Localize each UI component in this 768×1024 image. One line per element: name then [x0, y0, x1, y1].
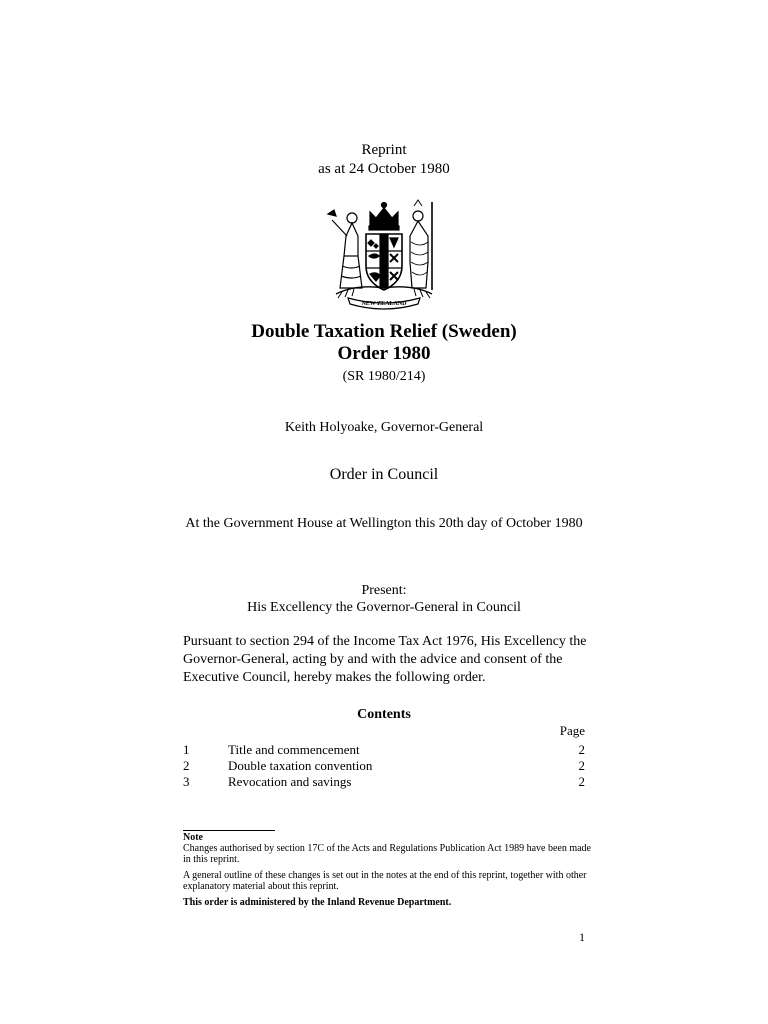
note-block	[183, 832, 593, 913]
administering-department: This order is administered by the Inland Revenue Department.	[183, 897, 452, 908]
toc-entry[interactable]	[183, 742, 585, 758]
present-label: Present:	[361, 583, 407, 598]
contents-heading: Contents	[357, 707, 411, 722]
toc-page: 2	[578, 758, 585, 773]
toc-title: Title and commencement	[228, 742, 360, 757]
toc-title: Revocation and savings	[228, 774, 352, 789]
page-number: 1	[579, 930, 585, 944]
order-in-council-heading: Order in Council	[329, 466, 439, 483]
reprint-header	[0, 141, 768, 179]
page-column-label: Page	[559, 723, 585, 738]
document-title	[0, 321, 768, 365]
note-paragraph-2: A general outline of these changes is set out in the notes at the end of this reprint, together with other explanatory material about this reprint.	[183, 870, 587, 892]
toc-number: 2	[183, 758, 190, 773]
toc-entry[interactable]	[183, 774, 585, 790]
toc-title: Double taxation convention	[228, 758, 373, 773]
title-line-1: Double Taxation Relief (Sweden)	[251, 321, 517, 342]
present-text: His Excellency the Governor-General in Council	[247, 600, 521, 615]
toc-entry[interactable]	[183, 758, 585, 774]
title-line-2: Order 1980	[337, 343, 431, 364]
toc-number: 3	[183, 774, 190, 789]
coat-of-arms-banner: NEW ZEALAND	[361, 301, 407, 307]
reprint-label: Reprint	[361, 142, 407, 158]
present-block	[0, 582, 768, 616]
toc-number: 1	[183, 742, 190, 757]
note-heading: Note	[183, 832, 203, 843]
governor-general: Keith Holyoake, Governor-General	[284, 420, 484, 435]
nz-coat-of-arms-icon	[322, 196, 446, 312]
sr-number: (SR 1980/214)	[342, 369, 426, 384]
government-house-text: At the Government House at Wellington this 20th day of October 1980	[185, 516, 583, 531]
table-of-contents	[183, 742, 585, 790]
note-paragraph-1: Changes authorised by section 17C of the Acts and Regulations Publication Act 1989 have been made in this reprint.	[183, 843, 591, 865]
reprint-date: as at 24 October 1980	[318, 161, 450, 177]
toc-page: 2	[578, 774, 585, 789]
preamble-paragraph: Pursuant to section 294 of the Income Tax Act 1976, His Excellency the Governor-General, acting by and with the advice and consent of the Executive Council, hereby makes the following order.	[183, 634, 587, 685]
footnote-divider	[183, 830, 275, 831]
toc-page: 2	[578, 742, 585, 757]
